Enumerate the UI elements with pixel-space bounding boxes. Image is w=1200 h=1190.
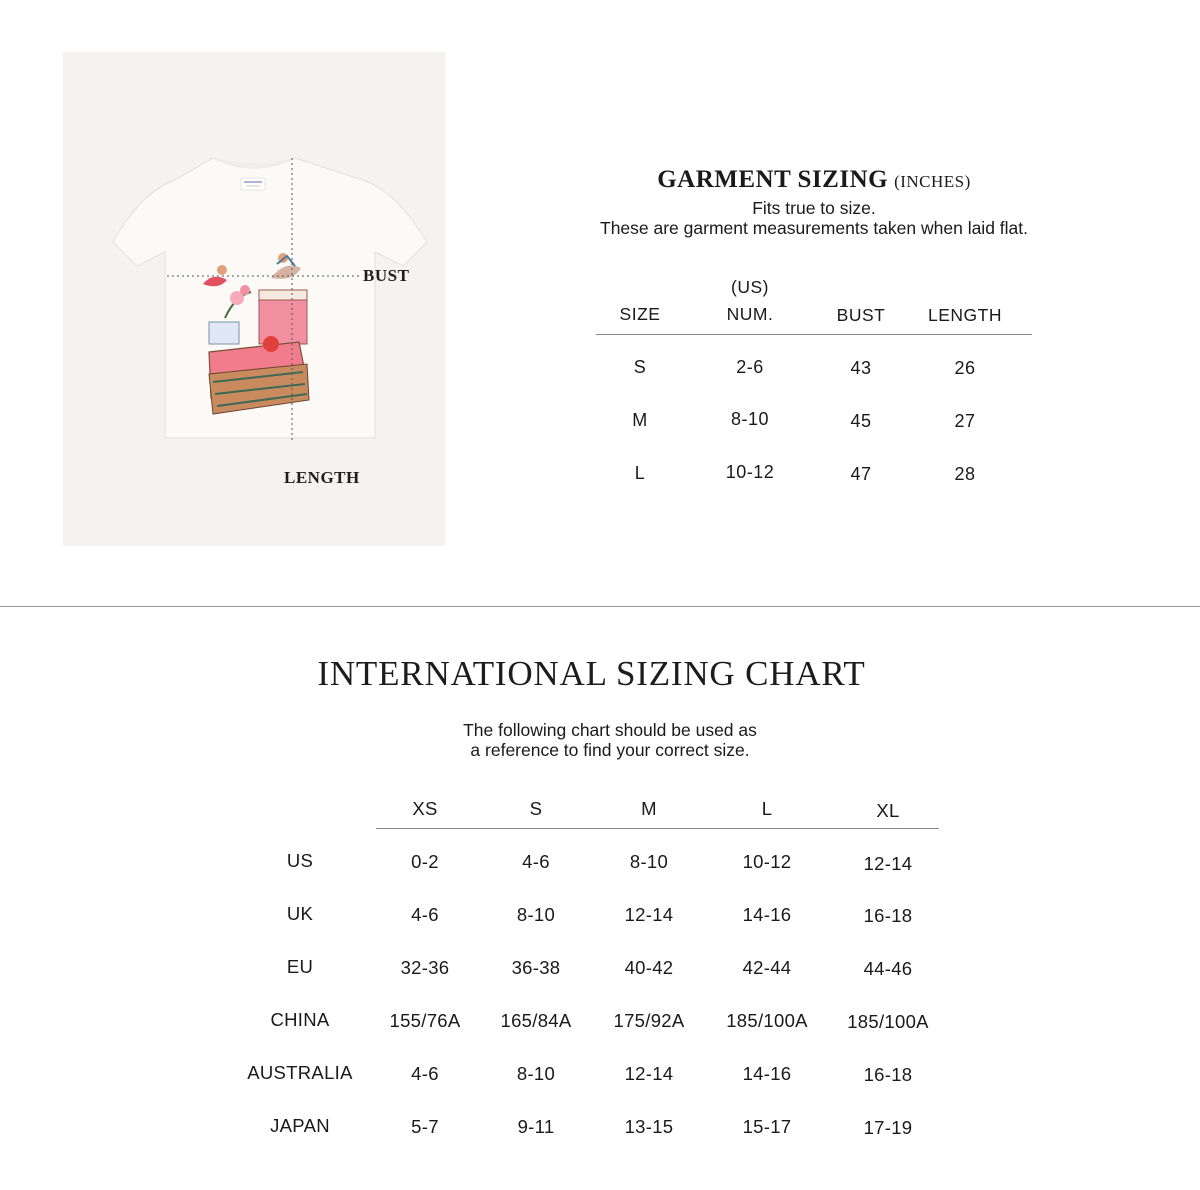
section-divider	[0, 606, 1200, 607]
intl-cell: 13-15	[624, 1116, 674, 1137]
garment-cell: S	[633, 357, 647, 377]
tshirt-illustration	[63, 52, 445, 546]
tshirt-image	[63, 52, 445, 546]
intl-cell: 185/100A	[847, 1011, 929, 1032]
intl-cell: 9-11	[517, 1116, 555, 1137]
intl-cell: 12-14	[624, 904, 674, 925]
garment-sizing-unit: (INCHES)	[894, 172, 971, 191]
intl-col-header: XL	[876, 800, 900, 821]
length-measure-label: LENGTH	[284, 468, 360, 487]
garment-header-size: SIZE	[619, 304, 661, 324]
intl-cell: 8-10	[516, 1063, 556, 1084]
garment-header-us: (US)	[731, 277, 769, 297]
intl-cell: 32-36	[400, 957, 450, 978]
intl-cell: 12-14	[624, 1063, 674, 1084]
intl-cell: 4-6	[411, 904, 439, 925]
garment-sizing-title: GARMENT SIZING	[657, 166, 889, 193]
international-note	[380, 720, 840, 760]
intl-cell: 14-16	[742, 904, 792, 925]
intl-cell: 155/76A	[389, 1010, 461, 1031]
intl-cell: 175/92A	[613, 1010, 685, 1031]
intl-row-label: AUSTRALIA	[247, 1062, 353, 1083]
intl-cell: 17-19	[863, 1117, 913, 1138]
intl-cell: 4-6	[522, 851, 550, 872]
intl-cell: 8-10	[629, 851, 669, 872]
intl-header-divider	[376, 828, 939, 829]
intl-cell: 165/84A	[500, 1010, 572, 1031]
intl-row-label: US	[286, 850, 314, 871]
intl-cell: 12-14	[863, 853, 913, 874]
intl-cell: 36-38	[511, 957, 561, 978]
intl-cell: 16-18	[863, 1064, 913, 1085]
intl-col-header: S	[529, 798, 543, 819]
garment-cell: 28	[954, 464, 976, 484]
intl-cell: 16-18	[863, 905, 913, 926]
intl-row-label: UK	[286, 903, 314, 924]
intl-row-label: EU	[286, 956, 314, 977]
garment-header-divider	[596, 334, 1032, 335]
garment-cell: 8-10	[730, 409, 770, 429]
garment-note-line1: Fits true to size.	[752, 198, 876, 218]
garment-cell: 2-6	[736, 357, 764, 377]
garment-header-bust: BUST	[836, 305, 886, 325]
intl-cell: 4-6	[411, 1063, 439, 1084]
intl-row-label: CHINA	[270, 1009, 330, 1030]
intl-cell: 0-2	[411, 851, 439, 872]
garment-cell: 26	[954, 358, 976, 378]
intl-cell: 40-42	[624, 957, 674, 978]
garment-header-length: LENGTH	[928, 305, 1002, 325]
intl-cell: 10-12	[742, 851, 792, 872]
intl-col-header: M	[641, 798, 657, 819]
intl-cell: 14-16	[742, 1063, 792, 1084]
garment-sizing-header	[560, 166, 1068, 238]
intl-cell: 15-17	[742, 1116, 792, 1137]
international-note-line2: a reference to find your correct size.	[470, 740, 750, 760]
garment-cell: 10-12	[725, 462, 775, 482]
garment-cell: 43	[850, 358, 872, 378]
intl-cell: 8-10	[516, 904, 556, 925]
international-note-line1: The following chart should be used as	[463, 720, 757, 740]
intl-cell: 5-7	[411, 1116, 439, 1137]
garment-cell: 45	[850, 411, 872, 431]
garment-cell: 47	[850, 464, 872, 484]
garment-cell: 27	[954, 411, 976, 431]
intl-col-header: XS	[412, 798, 438, 819]
intl-cell: 185/100A	[726, 1010, 808, 1031]
intl-col-header: L	[761, 798, 773, 819]
intl-cell: 42-44	[742, 957, 792, 978]
intl-row-label: JAPAN	[270, 1115, 330, 1136]
garment-cell: L	[634, 463, 646, 483]
bust-measure-label: BUST	[363, 266, 410, 285]
garment-note-line2: These are garment measurements taken when laid flat.	[600, 218, 1028, 238]
garment-cell: M	[632, 410, 648, 430]
garment-header-num: NUM.	[726, 304, 774, 324]
intl-cell: 44-46	[863, 958, 913, 979]
international-sizing-title: INTERNATIONAL SIZING CHART	[317, 654, 866, 693]
